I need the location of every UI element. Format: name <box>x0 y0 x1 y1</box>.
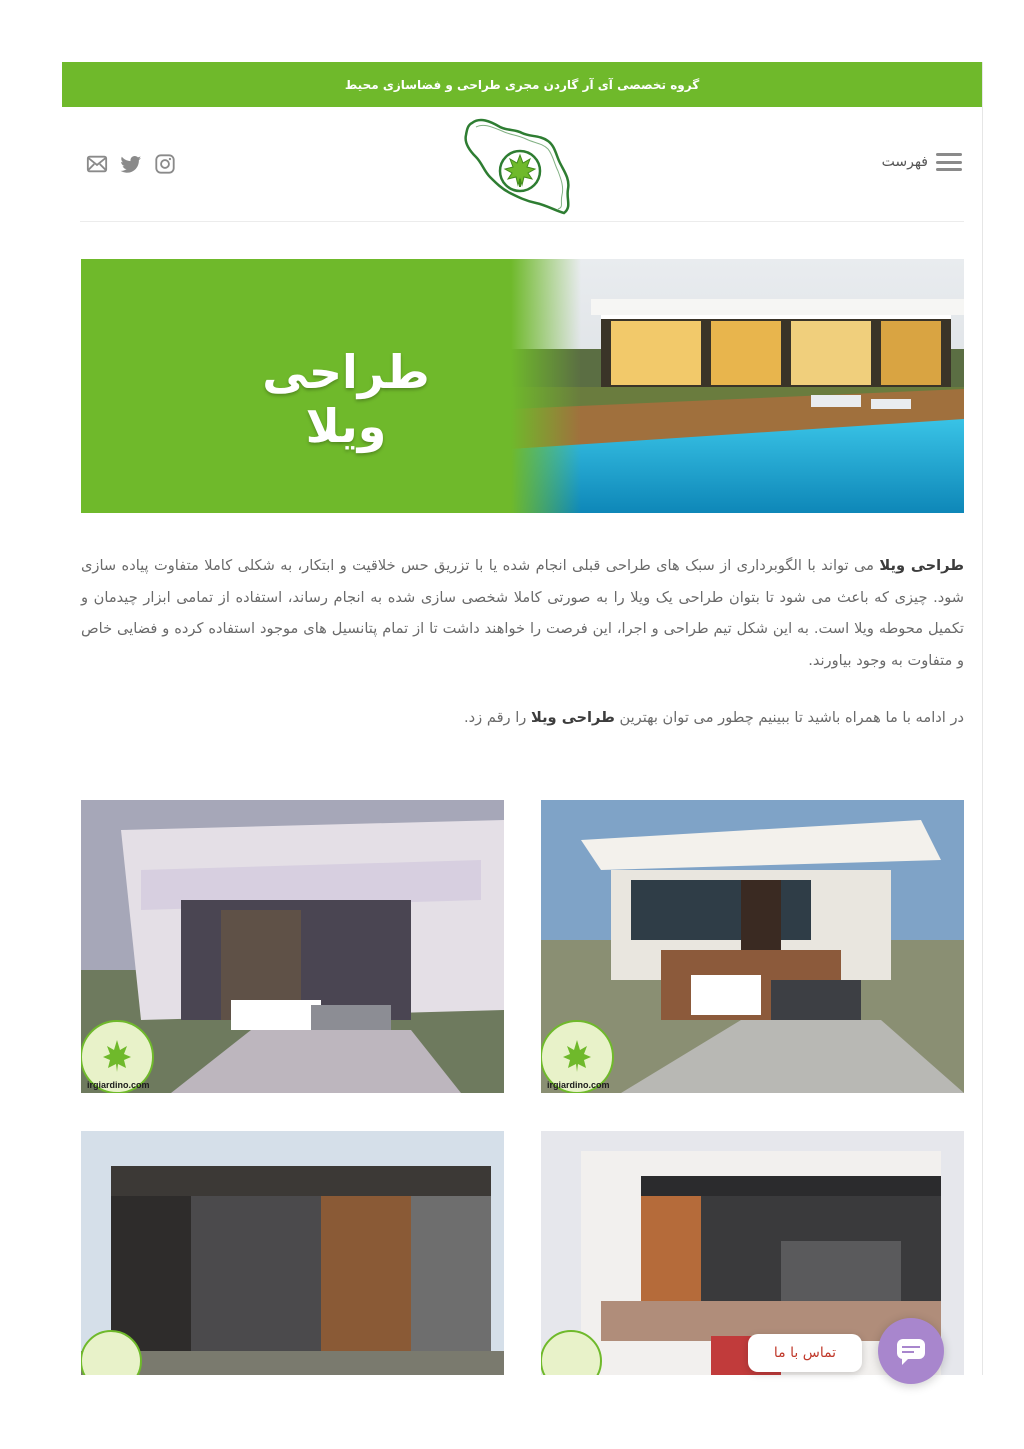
article-keyword-bold: طراحی ویلا <box>879 557 964 574</box>
article-paragraph-2-bold: طراحی ویلا <box>531 709 615 726</box>
hamburger-icon[interactable] <box>936 153 962 171</box>
article-body <box>81 550 964 760</box>
top-announcement-bar <box>62 62 982 107</box>
hero-title: طراحی ویلا <box>262 345 430 453</box>
article-paragraph-2-before: در ادامه با ما همراه باشید تا ببینیم چطور می توان بهترین <box>614 709 964 726</box>
contact-us-text[interactable]: تماس با ما <box>773 1345 837 1361</box>
chat-bubble-icon[interactable] <box>894 1334 928 1368</box>
gallery-watermark-2: irgiardino.com <box>87 1080 150 1090</box>
email-icon[interactable] <box>86 153 108 175</box>
villa-photo-4 <box>81 1131 504 1375</box>
gallery-watermark-1: irgiardino.com <box>547 1080 610 1090</box>
site-frame <box>62 62 983 1375</box>
article-paragraph-2 <box>81 702 964 734</box>
twitter-link[interactable] <box>120 153 142 175</box>
contact-chat-button[interactable] <box>878 1318 944 1384</box>
contact-us-label[interactable] <box>748 1334 862 1372</box>
site-header <box>80 107 964 222</box>
email-link[interactable] <box>86 153 108 175</box>
villa-photo-1 <box>541 800 964 1093</box>
twitter-icon[interactable] <box>120 153 142 175</box>
instagram-icon[interactable] <box>154 153 176 175</box>
villa-photo-2 <box>81 800 504 1093</box>
menu-toggle-button[interactable] <box>882 153 962 171</box>
article-paragraph-1-text: می تواند با الگوبرداری از سبک های طراحی قبلی انجام شده یا با تزریق حس خلاقیت و ابتکار، به شکلی کاملا متفاوت پیاده سازی شود. چیزی که باعث می شود تا بتوان طراحی یک ویلا را به صورتی کاملا شخصی سازی شده به انجام رساند، استفاده از تمامی ابزار چیدمان و تکمیل محوطه ویلا است. به این شکل تیم طراحی و اجرا، این فرصت را خواهند داشت تا از تمام پتانسیل های موجود استفاده کرده و فضایی خاص و متفاوت به وجود بیاورند. <box>81 557 964 669</box>
top-announcement-text: گروه تخصصی آی آر گاردن مجری طراحی و فضاسازی محیط <box>344 77 700 92</box>
hero-villa-image <box>511 259 964 513</box>
article-paragraph-2-after: را رقم زد. <box>464 709 531 726</box>
site-logo[interactable] <box>460 113 580 217</box>
iran-map-logo-icon[interactable] <box>460 113 580 217</box>
gallery-image-1[interactable] <box>541 800 964 1093</box>
instagram-link[interactable] <box>154 153 176 175</box>
hero-banner <box>81 259 964 513</box>
gallery-image-4[interactable] <box>81 1131 504 1375</box>
gallery-image-2[interactable] <box>81 800 504 1093</box>
menu-label[interactable]: فهرست <box>881 154 928 170</box>
article-paragraph-1 <box>81 550 964 676</box>
social-links <box>86 153 176 175</box>
